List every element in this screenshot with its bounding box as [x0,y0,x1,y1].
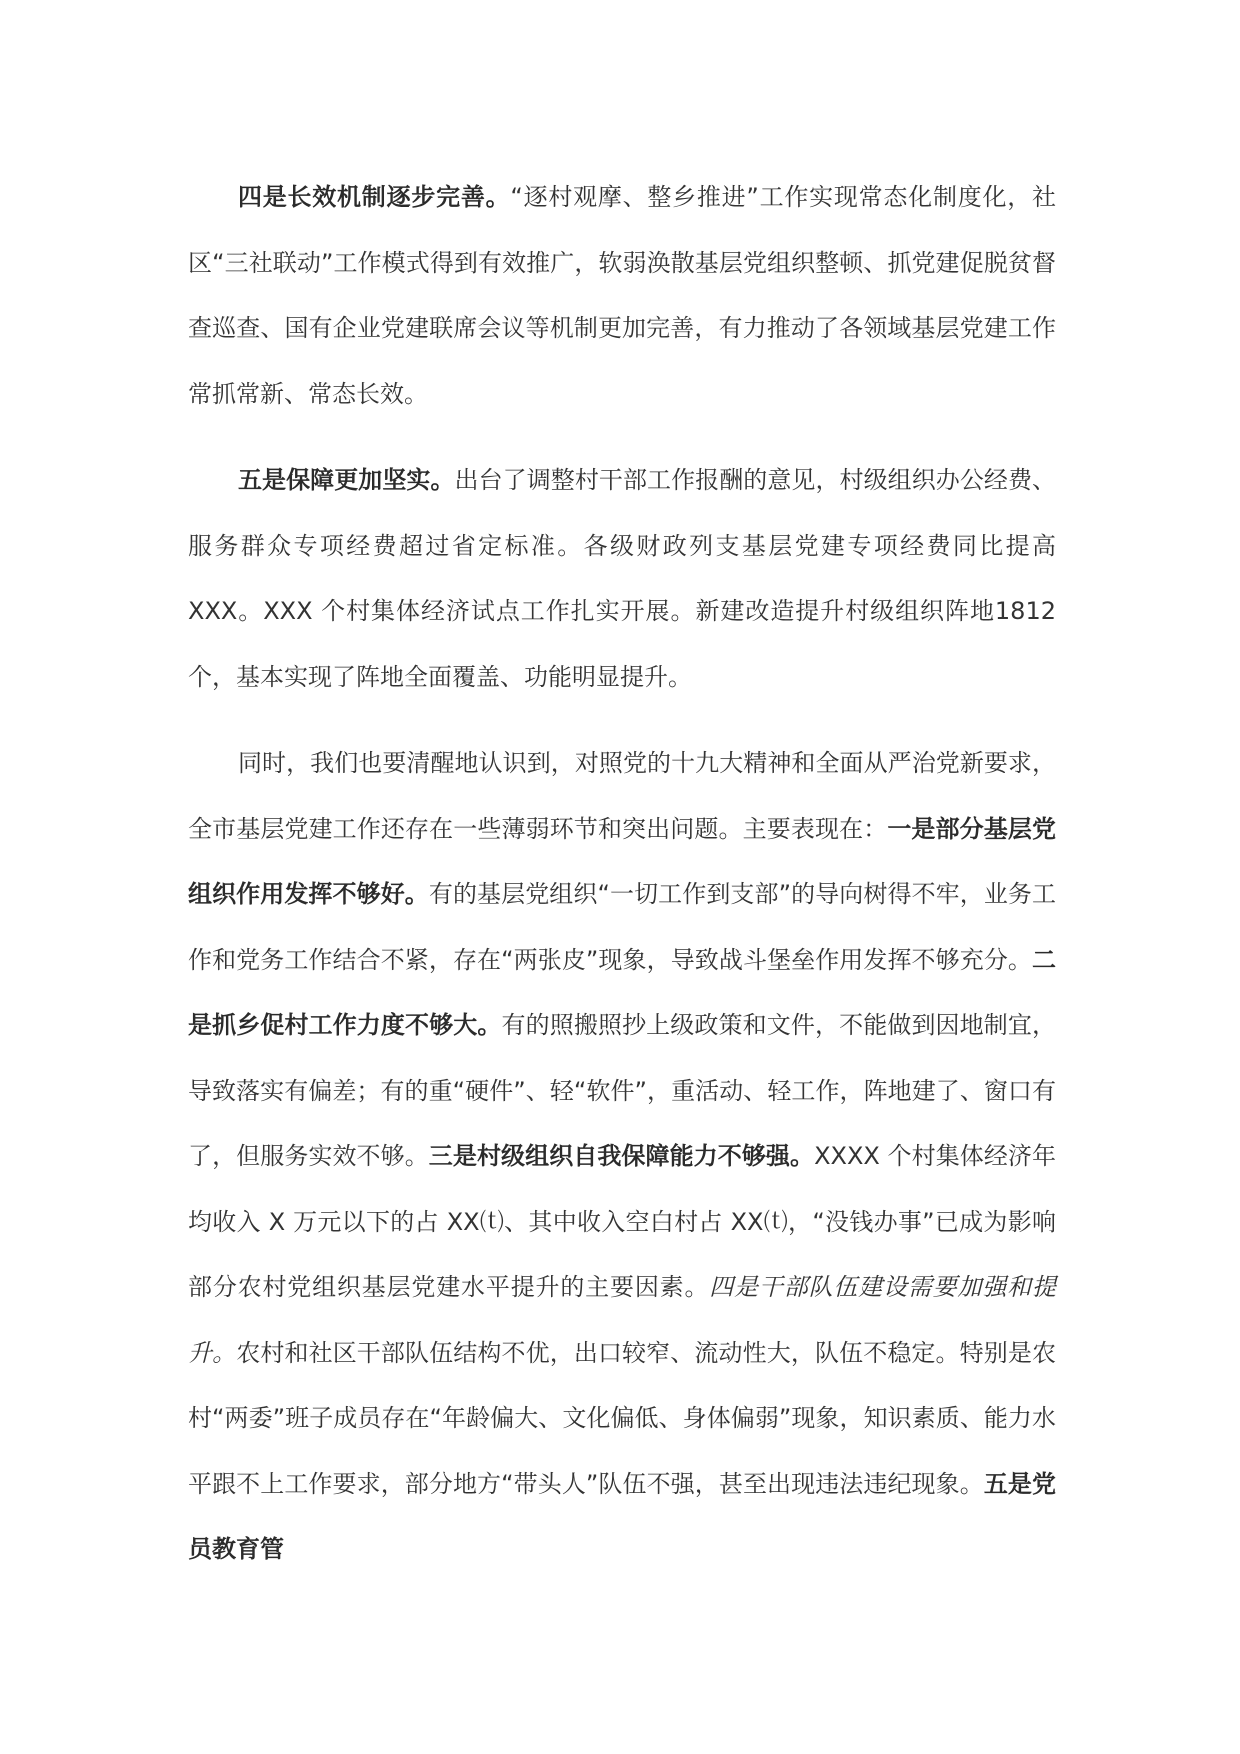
paragraph-text: 农村和社区干部队伍结构不优，出口较窄、流动性大，队伍不稳定。特别是农村“两委”班子成员存在“年龄偏大、文化偏低、身体偏弱”现象，知识素质、能力水平跟不上工作要求，部分地方“带头人”队伍不强，甚至出现违法违纪现象。 [188,1338,1057,1498]
problem-heading-4: 四是干部队伍建设需要加强和提升。 [188,1273,1057,1367]
paragraph-text: 有的基层党组织“一切工作到支部”的导向树得不牢，业务工作和党务工作结合不紧，存在“两张皮”现象，导致战斗堡垒作用发挥不够充分。 [188,880,1056,974]
paragraph-text: “逐村观摩、整乡推进”工作实现常态化制度化，社区“三社联动”工作模式得到有效推广，软弱涣散基层党组织整顿、抓党建促脱贫督查巡查、国有企业党建联席会议等机制更加完善，有力推动了各领域基层党建工作常抓常新、常态长效。 [188,183,1056,408]
problem-heading-2: 二是抓乡促村工作力度不够大。 [188,945,1056,1039]
problem-heading-5: 五是党员教育管 [188,1469,1057,1563]
paragraph-text: 有的照搬照抄上级政策和文件，不能做到因地制宜，导致落实有偏差；有的重“硬件”、轻“软件”，重活动、轻工作，阵地建了、窗口有了，但服务实效不够。 [188,1011,1057,1170]
paragraph-guarantee [188,448,1056,710]
paragraph-heading: 四是长效机制逐步完善。 [238,183,511,211]
paragraph-long-term-mechanism [188,165,1056,427]
problem-heading-1: 一是部分基层党组织作用发挥不够好。 [188,814,1056,908]
document-body [188,165,1056,1583]
paragraph-heading: 五是保障更加坚实。 [238,466,455,494]
paragraph-text: 出台了调整村干部工作报酬的意见，村级组织办公经费、服务群众专项经费超过省定标准。各级财政列支基层党建专项经费同比提高 XXX。XXX 个村集体经济试点工作扎实开展。新建改造提升村级组织阵地1812 个，基本实现了阵地全面覆盖、功能明显提升。 [188,466,1056,691]
paragraph-text: 同时，我们也要清醒地认识到，对照党的十九大精神和全面从严治党新要求，全市基层党建工作还存在一些薄弱环节和突出问题。主要表现在： [188,749,1056,843]
problem-heading-3: 三是村级组织自我保障能力不够强。 [428,1142,815,1170]
paragraph-text: XXXX 个村集体经济年均收入 X 万元以下的占 XX⒯、其中收入空白村占 XX⒯，“没钱办事”已成为影响部分农村党组织基层党建水平提升的主要因素。 [188,1142,1057,1301]
paragraph-problems [188,731,1056,1583]
